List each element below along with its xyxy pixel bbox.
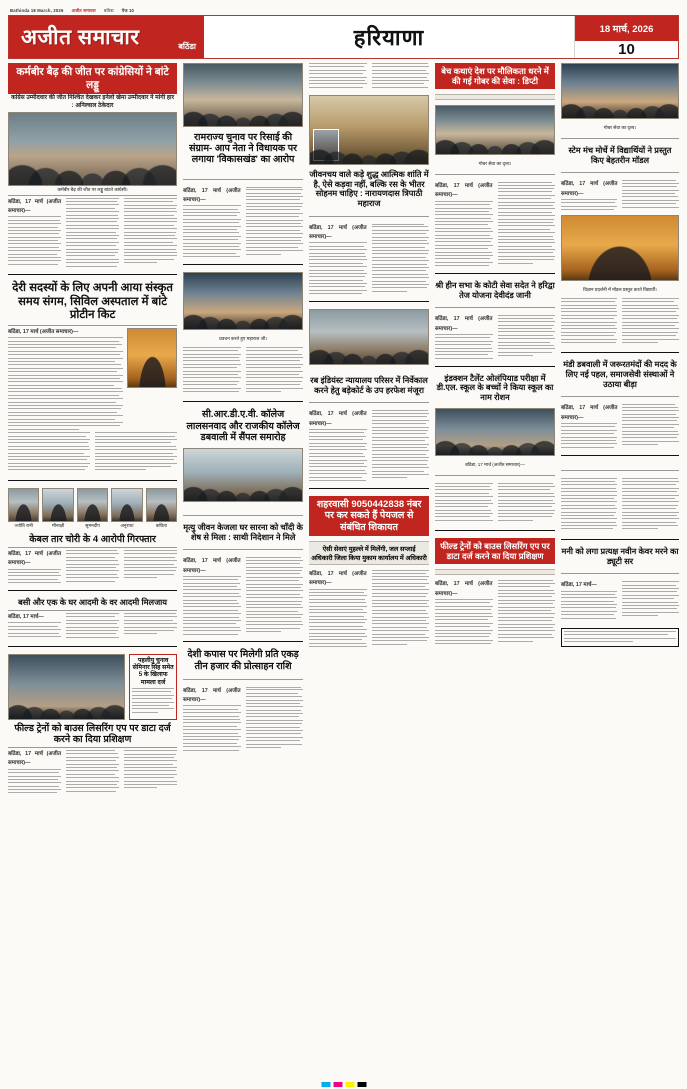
article-body-with-photo <box>8 328 177 432</box>
article-body <box>435 182 555 266</box>
divider <box>435 475 555 476</box>
divider <box>309 402 429 403</box>
article-body <box>435 483 555 524</box>
article-headline: रामराज्य चुनाव पर रिसाई की संग्राम- आप नेता ने विधायक पर लगाया 'विकासखंड' का आरोप <box>189 132 298 166</box>
lead-article <box>8 63 177 267</box>
divider <box>8 610 177 611</box>
body-lines <box>8 198 177 268</box>
article-byline: बठिंडा, 17 मार्च (अजीत समाचार)— <box>8 751 62 767</box>
divider <box>183 549 303 550</box>
article-photo-grain <box>309 95 429 165</box>
article-body <box>183 687 303 751</box>
article-body <box>309 224 429 294</box>
lead-continuation <box>309 63 429 90</box>
divider <box>435 273 555 274</box>
photo-inset <box>313 129 339 161</box>
print-meta-left: Bathinda 18 March, 2026 <box>10 8 64 13</box>
article-headline: देरी सदस्यों के लिए अपनी आया संस्कृत समय संगम, सिविल अस्पताल में बांटे प्रोटीन किट <box>12 282 173 322</box>
bottom-notice-box <box>561 628 679 648</box>
portrait-item <box>77 488 108 529</box>
masthead-brand <box>9 16 204 58</box>
article-headline-water: फील्ड ट्रेनों को बाउस लिसरिंग एप पर डाटा दर्ज करने का दिया प्रशिक्षण <box>435 538 555 564</box>
sidebox-headline: पहलीयु चुनाव सेमिनार सिंह समेत 5 के खिलाफ मामला दर्ज <box>132 656 174 686</box>
body-lines <box>435 483 555 524</box>
cmyk-registration-marks <box>321 1082 366 1087</box>
article-headline: इंडक्शन टैलेंट ओलंपियाड परीक्षा में डी.एल. स्कूल के बच्चों ने किया स्कूल का नाम रोशन <box>436 373 554 402</box>
article-byline: बठिंडा, 17 मार्च (अजीत समाचार)— <box>183 558 241 574</box>
article-photo-court <box>435 408 555 456</box>
divider <box>183 264 303 265</box>
divider <box>561 352 679 353</box>
article-subheadline: ऐसी सेवाएं मुहल्ले में मिलेंगी, जल सप्लाई अधिकारी जिला किया मुकाम कार्यालय में अधिकारी <box>309 541 429 565</box>
issue-date: 18 मार्च, 2026 <box>575 16 678 41</box>
article-body <box>435 580 555 644</box>
article-byline: बठिंडा, 17 मार्च (अजीत समाचार)— <box>435 316 493 332</box>
article-photo-caption: विज्ञान प्रदर्शनी में मॉडल प्रस्तुत करते विद्यार्थी। <box>583 286 657 292</box>
portrait-caption: अनुराधा <box>120 522 134 528</box>
lead-photo <box>8 112 177 186</box>
masthead-meta <box>574 16 678 58</box>
portrait-item <box>146 488 177 529</box>
article-headline: केबल तार चोरी के 4 आरोपी गिरफ्तार <box>29 533 156 545</box>
sidebox-body <box>132 688 174 713</box>
portrait-item <box>42 488 73 529</box>
article-photo-stem <box>183 448 303 502</box>
article-body <box>8 750 177 792</box>
article-byline: बठिंडा, 17 मार्च (अजीत समाचार)— <box>309 224 367 241</box>
article-subheadline <box>435 569 555 575</box>
article-body <box>309 410 429 480</box>
divider <box>8 747 177 748</box>
article-byline: बठिंडा, 17 मार्च— <box>560 582 597 589</box>
divider <box>309 488 429 489</box>
article-headline-protein: बेच कथाएं देश पर मौलिकता धरने में की गई गोबर की सेवा : डिप्टी <box>435 63 555 89</box>
article-headline: मंडी डबवाली में जरूरतमंदों की मदद के लिए नई पहल, समाजसेवी संस्थाओं ने उठाया बीड़ा <box>563 360 677 389</box>
article-photo-col <box>127 328 177 432</box>
article-byline: बठिंडा, 17 मार्च (अजीत समाचार)— <box>309 570 367 587</box>
divider <box>183 515 303 516</box>
divider <box>561 470 679 471</box>
lead-photo-caption: कर्मबीर बैढ़ की जीत पर लड्डू बांटते कांग्रेसी। <box>57 186 128 192</box>
article-body <box>561 180 679 210</box>
divider <box>435 366 555 367</box>
body-lines <box>132 688 174 713</box>
masthead <box>8 15 679 59</box>
newspaper-logo: अजीत समाचार <box>21 25 140 49</box>
article-body-cont <box>8 432 177 473</box>
portrait-item <box>8 488 39 529</box>
lead-headline: कर्मबीर बैढ़ की जीत पर कांग्रेसियों ने बांटे लड्डू <box>8 63 177 94</box>
article-portrait-photo <box>127 328 177 388</box>
body-lines <box>561 478 679 532</box>
toppers-strip <box>8 488 177 529</box>
article-headline: जीवनचय वाले कड़े शुद्ध आत्मिक शांति में है, ऐसे कड़वा नहीं, बल्कि रस के भीतर सोहनम चाहिए : नारायणदास त्रिपाठी महाराज <box>309 170 429 209</box>
divider <box>8 646 177 647</box>
article-byline: बठिंडा, 17 मार्च (अजीत समाचार)— <box>8 551 62 567</box>
article-photo-caption: बठिंडा, 17 मार्च (अजीत समाचार)— <box>465 461 525 467</box>
portrait-caption: मीनाक्षी <box>52 522 65 528</box>
portrait-caption: ज्योति रानी <box>14 522 33 528</box>
article-body <box>435 315 555 358</box>
divider <box>561 539 679 540</box>
article-shri-hin-sabha <box>8 598 177 638</box>
page-columns <box>8 63 679 1083</box>
article-body <box>561 581 679 620</box>
body-lines <box>561 298 679 345</box>
article-headline: सी.आर.डी.ए.वी. कॉलेज लालसनवाद और राजकीय कॉलेज डबवाली में सैंपल समारोह <box>186 409 300 443</box>
print-metadata-bar <box>8 6 679 15</box>
edition-name: बठिंडा <box>178 42 196 51</box>
article-byline: बठिंडा, 17 मार्च (अजीत समाचार)— <box>435 183 493 199</box>
divider <box>561 573 679 574</box>
article-ramraj <box>8 282 177 473</box>
article-byline: बठिंडा, 17 मार्च (अजीत समाचार)— <box>183 187 241 203</box>
article-body <box>561 404 679 447</box>
body-lines <box>183 347 303 394</box>
article-photo-caption: गोबर सेवा का दृश्य। <box>478 161 512 167</box>
print-meta-edition: बठिंडा <box>103 7 114 13</box>
article-sidebox <box>129 654 177 720</box>
lead-byline: बठिंडा, 17 मार्च (अजीत समाचार)— <box>8 198 62 215</box>
article-photo <box>8 654 125 720</box>
article-photo-college <box>309 309 429 365</box>
article-headline: श्री हीन सभा के कोटी सेवा सदेत ने हरिद्वा तेज योजना देवीदंड जानी <box>435 281 555 300</box>
article-photo-caption <box>183 171 303 172</box>
article-headline: रब इंडियंस्ट न्यायालय परिसर में निर्वेकाल करने हेतु बड़ेकोर्ट के उप हरफेश मंजूरा <box>310 376 428 395</box>
article-photo-caption: गोबर सेवा का दृश्य। <box>603 125 637 130</box>
body-lines <box>309 63 429 90</box>
article-headline: स्टेम मंच मोर्चे में विद्यार्थियों ने प्रस्तुत किए बेहतरीन मॉडल <box>568 145 672 165</box>
article-photo-seva <box>183 272 303 330</box>
divider <box>309 216 429 217</box>
divider <box>435 307 555 308</box>
divider <box>8 480 177 481</box>
column-5 <box>561 63 679 1083</box>
portrait-caption: सुमनदीप <box>85 522 100 528</box>
divider <box>8 590 177 591</box>
article-photo-saint <box>561 215 679 281</box>
divider <box>8 325 177 326</box>
article-body <box>8 613 177 639</box>
notice-body <box>564 631 676 642</box>
article-byline: बठिंडा, 17 मार्च (अजीत समाचार)— <box>183 687 241 704</box>
article-headline: बसी और एक के घर आदमी के वर आदमी मिलजाय <box>18 598 168 608</box>
article-subheadline <box>435 94 555 100</box>
divider <box>183 641 303 642</box>
body-lines <box>564 631 676 642</box>
divider <box>8 274 177 275</box>
portrait-caption: कविता <box>155 522 167 528</box>
masthead-section <box>204 16 574 58</box>
divider <box>561 396 679 397</box>
article-headline: फील्ड ट्रेनों को बाउस लिसरिंग एप पर डाटा दर्ज करने का दिया प्रशिक्षण <box>14 722 171 745</box>
divider <box>309 301 429 302</box>
column-1 <box>8 63 177 1083</box>
article-headline: देशी कपास पर मिलेगी प्रति एकड़ तीन हजार की प्रोत्साहन राशि <box>187 649 299 672</box>
article-body <box>561 478 679 532</box>
divider <box>8 547 177 548</box>
divider <box>561 138 679 139</box>
divider <box>435 174 555 175</box>
article-olympiad <box>8 534 177 584</box>
page-number: 10 <box>575 41 678 58</box>
divider <box>183 179 303 180</box>
article-photo-goyal <box>183 63 303 127</box>
article-photo-caption <box>183 507 303 508</box>
divider <box>435 530 555 531</box>
article-photo-caption: प्रवचन करते हुए महाराज जी। <box>219 335 268 341</box>
divider <box>561 172 679 173</box>
article-byline: बठिंडा, 17 मार्च (अजीत समाचार)— <box>8 328 79 335</box>
article-byline: बठिंडा, 17 मार्च (अजीत समाचार)— <box>560 181 618 197</box>
divider <box>561 455 679 456</box>
article-byline: बठिंडा, 17 मार्च— <box>8 614 44 621</box>
article-body <box>309 570 429 647</box>
article-headline: मनी को लगा प्रत्यक्ष नवीन केवर मरने का ड्यूटी सर <box>561 546 679 566</box>
article-body <box>8 328 123 432</box>
print-meta-paper: अजीत समाचार <box>71 7 96 13</box>
lead-body <box>8 198 177 268</box>
article-byline: बठिंडा, 17 मार्च (अजीत समाचार)— <box>309 411 367 427</box>
column-4 <box>435 63 555 1083</box>
body-lines <box>8 337 123 430</box>
print-meta-page: पेज 10 <box>121 7 135 13</box>
article-photo-caption <box>309 370 429 371</box>
article-byline: बठिंडा, 17 मार्च (अजीत समाचार)— <box>560 405 618 421</box>
article-body <box>183 347 303 394</box>
divider <box>183 679 303 680</box>
article-headline: मृत्यु जीवन केजला घर सारना को चाँदी के शेष से मिला : साथी निदेशान ने मिले <box>183 522 303 542</box>
article-photo-event <box>561 63 679 119</box>
lead-kicker: कांग्रेस उम्मीदवार की जीत निश्चित देखकर इनेलो खेमा उम्मीदवार ने मांगी हार : अनिल्वाल ठेकेदार <box>11 95 175 109</box>
column-3 <box>309 63 429 1083</box>
article-body-cont <box>561 298 679 345</box>
body-lines <box>8 432 177 473</box>
article-headline-cotton: शहरवासी 9050442838 नंबर पर कर सकते हैं पेयजल से संबंधित शिकायत <box>309 496 429 536</box>
column-2 <box>183 63 303 1083</box>
section-title: हरियाणा <box>353 25 425 50</box>
divider <box>8 195 177 196</box>
article-byline: बठिंडा, 17 मार्च (अजीत समाचार)— <box>435 581 493 597</box>
article-photo-protein <box>435 105 555 155</box>
article-body <box>183 557 303 634</box>
portrait-item <box>111 488 142 529</box>
divider <box>183 401 303 402</box>
article-body <box>8 550 177 583</box>
article-body <box>183 187 303 257</box>
article-field-training <box>8 654 177 793</box>
